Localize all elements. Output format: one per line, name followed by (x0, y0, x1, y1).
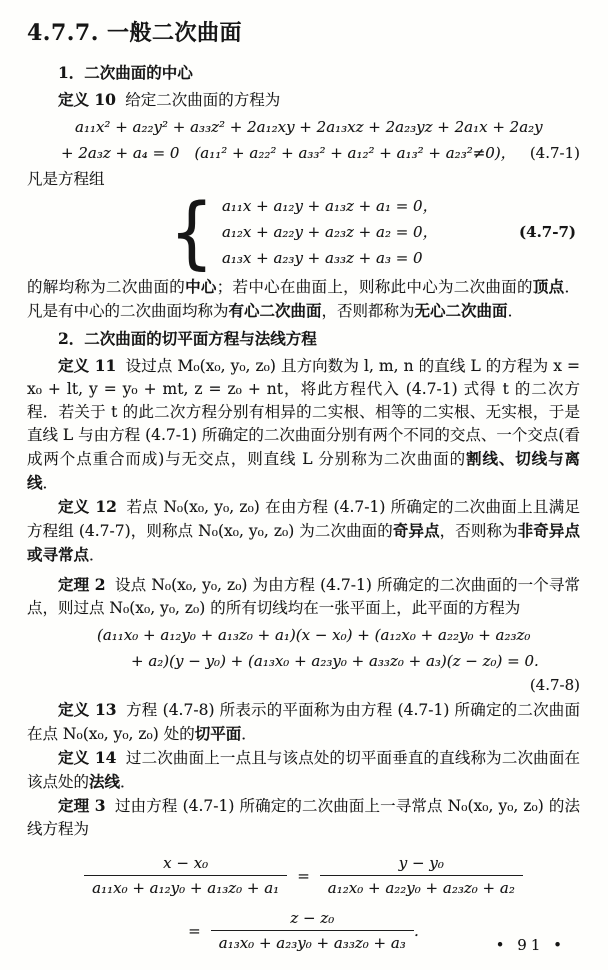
definition-12-seg3: ． (89, 546, 105, 564)
system-brace: { (169, 186, 214, 278)
definition-10 (27, 88, 580, 112)
fraction-y-denominator: a₁₂x₀ + a₂₂y₀ + a₂₃z₀ + a₂ (320, 875, 523, 898)
definition-13-seg1: 方程 (4.7-8) 所表示的平面称为由方程 (4.7-1) 所确定的二次曲面在点 N₀(x₀, y₀, z₀) 处的 (27, 701, 580, 743)
system-row-1: a₁₁x + a₁₂y + a₁₃z + a₁ = 0， (221, 197, 438, 215)
definition-11-label: 定义 11 (58, 356, 117, 375)
definition-12-seg2: ，否则称为 (439, 522, 518, 540)
definition-14 (27, 746, 580, 794)
equation-4-7-7-label: (4.7-7) (519, 223, 576, 241)
definition-13-label: 定义 13 (58, 700, 117, 719)
theorem-2-text: 设点 N₀(x₀, y₀, z₀) 为由方程 (4.7-1) 所确定的二次曲面的一个寻常点，则过点 N₀(x₀, y₀, z₀) 的所有切线均在一张平面上，此平面的方程为 (27, 576, 581, 617)
vertex-term: 顶点 (532, 277, 565, 296)
center-seg3: ．凡是有中心的二次曲面均称为 (27, 278, 580, 320)
fraction-z-numerator: z − z₀ (290, 909, 335, 927)
page-number: • 91 • (495, 936, 566, 954)
section-title: 4.7.7. 一般二次曲面 (27, 20, 243, 46)
fraction-z (211, 908, 414, 953)
definition-12-label: 定义 12 (58, 497, 117, 516)
normal-equation-line1 (27, 853, 580, 898)
center-seg4: ，否则都称为 (321, 302, 415, 320)
fraction-y (320, 853, 523, 898)
subsection-2-heading: 2．二次曲面的切平面方程与法线方程 (58, 329, 317, 348)
theorem-2-label: 定理 2 (58, 575, 106, 594)
definition-11-seg1: 设过点 M₀(x₀, y₀, z₀) 且方向数为 l, m, n 的直线 L 的方程为 x = x₀ + lt, y = y₀ + mt, z = z₀ + nt，将此方程代入 (4.7-1) 式得 t 的二次方程．若关于 t 的此二次方程分别有相异的二实根、相等的二实根、无实根，于是直线 L 与由方程 (4.7-1) 所确定的二次曲面分别有两个不同的交点、一个交点(看成两个点重合而成)与无交点，则直线 L 分别称为二次曲面的 (27, 357, 580, 468)
system-row-2: a₁₂x + a₂₂y + a₂₃z + a₂ = 0， (221, 223, 438, 241)
noncentral-quadric-term: 无心二次曲面 (414, 301, 508, 320)
definition-13-seg2: ． (241, 725, 257, 743)
system-row-3: a₁₃x + a₂₃y + a₃₃z + a₃ = 0 (221, 249, 423, 267)
definition-14-seg1: 过二次曲面上一点且与该点处的切平面垂直的直线称为二次曲面在该点处的 (27, 749, 580, 791)
equation-4-7-8-label: (4.7-8) (529, 676, 580, 694)
equation-4-7-8 (27, 622, 580, 696)
equation-period: ． (413, 922, 429, 940)
fraction-x-numerator: x − x₀ (163, 854, 209, 872)
equation-4-7-1 (27, 114, 580, 166)
system-rows (222, 193, 438, 271)
fraction-x (84, 853, 287, 898)
fraction-y-numerator: y − y₀ (398, 854, 444, 872)
definition-12 (27, 495, 580, 567)
definition-11 (27, 354, 580, 495)
equation-4-7-8-line1: (a₁₁x₀ + a₁₂y₀ + a₁₃z₀ + a₁)(x − x₀) + (a₁₂x₀ + a₂₂y₀ + a₂₃z₀ (97, 626, 531, 644)
equation-4-7-7 (27, 186, 580, 278)
definition-10-text: 给定二次曲面的方程为 (125, 91, 281, 109)
theorem-2 (27, 573, 580, 620)
definition-11-seg2: ． (42, 474, 59, 492)
system-intro-text: 凡是方程组 (27, 170, 105, 188)
definition-12-seg1: 若点 N₀(x₀, y₀, z₀) 在由方程 (4.7-1) 所确定的二次曲面上且满足方程组 (4.7-7)，则称点 N₀(x₀, y₀, z₀) 为二次曲面的 (27, 498, 580, 540)
fraction-z-denominator: a₁₃x₀ + a₂₃y₀ + a₃₃z₀ + a₃ (211, 930, 414, 953)
equals-sign-1: = (297, 866, 310, 885)
center-seg5: ． (507, 302, 524, 320)
definition-13 (27, 698, 580, 746)
center-term: 中心 (185, 277, 217, 296)
theorem-3-label: 定理 3 (58, 796, 106, 815)
singular-point-term: 奇异点 (392, 521, 440, 540)
secant-tangent-terms: 割线、切线与离线 (27, 449, 580, 492)
equation-4-7-1-line2: + 2a₃z + a₄ = 0 (a₁₁² + a₂₂² + a₃₃² + a₁₂² + a₁₃² + a₂₃²≠0)， (61, 144, 516, 162)
normal-line-term: 法线 (89, 772, 121, 791)
fraction-x-denominator: a₁₁x₀ + a₁₂y₀ + a₁₃z₀ + a₁ (84, 875, 287, 898)
central-quadric-term: 有心二次曲面 (228, 301, 322, 320)
center-seg2: ；若中心在曲面上，则称此中心为二次曲面的 (216, 278, 533, 296)
equation-4-7-8-line2: + a₂)(y − y₀) + (a₁₃x₀ + a₂₃y₀ + a₃₃z₀ + a₃)(z − z₀) = 0. (131, 652, 539, 670)
theorem-3-text: 过由方程 (4.7-1) 所确定的二次曲面上一寻常点 N₀(x₀, y₀, z₀) 的法线方程为 (27, 797, 581, 838)
tangent-plane-term: 切平面 (194, 724, 242, 743)
ordinary-point-term: 非奇异点或寻常点 (27, 521, 580, 564)
definition-14-label: 定义 14 (58, 748, 117, 767)
equation-4-7-1-label: (4.7-1) (529, 144, 580, 162)
center-definition-paragraph (27, 275, 580, 323)
definition-14-seg2: ． (120, 773, 136, 791)
definition-10-label: 定义 10 (58, 90, 116, 109)
center-seg1: 的解均称为二次曲面的 (27, 278, 186, 296)
subsection-1-heading: 1．二次曲面的中心 (58, 63, 193, 82)
equals-sign-2: = (188, 921, 201, 940)
equation-4-7-1-line1: a₁₁x² + a₂₂y² + a₃₃z² + 2a₁₂xy + 2a₁₃xz + 2a₂₃yz + 2a₁x + 2a₂y (75, 118, 543, 136)
theorem-3 (27, 794, 580, 841)
equation-system (27, 186, 580, 278)
